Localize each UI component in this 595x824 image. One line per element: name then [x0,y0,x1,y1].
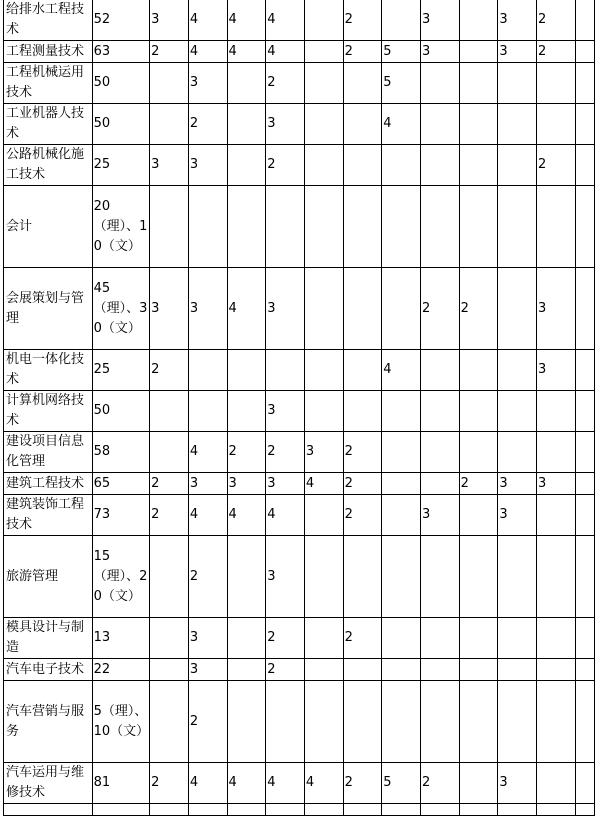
major-name-cell: 公路机械化施工技术 [4,145,93,186]
value-cell: 2 [420,763,459,804]
value-cell [498,186,537,268]
value-cell [343,350,382,391]
value-cell: 2 [150,763,189,804]
table-row [4,432,595,473]
value-cell [537,104,576,145]
value-cell [537,618,576,659]
value-cell [304,350,343,391]
value-cell [459,104,498,145]
major-name-cell: 建筑装饰工程技术 [4,495,93,536]
value-cell: 3 [188,618,227,659]
value-cell [188,350,227,391]
value-cell [382,432,421,473]
value-cell [459,432,498,473]
table-row [4,41,595,63]
value-cell: 2 [266,63,305,104]
table-body [4,0,595,816]
value-cell: 2 [266,432,305,473]
value-cell: 3 [304,432,343,473]
value-cell [537,659,576,681]
value-cell [459,41,498,63]
empty-cell [498,804,537,816]
edge-cell [575,618,594,659]
value-cell: 4 [227,41,266,63]
value-cell: 2 [343,618,382,659]
value-cell: 2 [150,495,189,536]
value-cell: 2 [343,0,382,41]
enrollment-count-cell: 25 [92,350,150,391]
value-cell [498,659,537,681]
value-cell: 4 [266,0,305,41]
value-cell [498,432,537,473]
edge-cell [575,659,594,681]
value-cell: 3 [266,104,305,145]
value-cell [227,659,266,681]
value-cell [227,391,266,432]
value-cell: 3 [498,473,537,495]
edge-cell [575,473,594,495]
value-cell [304,104,343,145]
value-cell [498,268,537,350]
value-cell [150,659,189,681]
value-cell [420,63,459,104]
value-cell: 3 [188,63,227,104]
edge-cell [575,41,594,63]
value-cell: 4 [227,763,266,804]
value-cell [459,681,498,763]
table-row [4,618,595,659]
value-cell: 2 [188,536,227,618]
value-cell: 2 [266,145,305,186]
value-cell [343,145,382,186]
value-cell [382,536,421,618]
edge-cell [575,432,594,473]
value-cell: 3 [227,473,266,495]
value-cell [304,0,343,41]
value-cell: 4 [227,495,266,536]
table-row [4,536,595,618]
value-cell: 3 [537,473,576,495]
value-cell [420,186,459,268]
empty-cell [382,804,421,816]
value-cell: 2 [343,495,382,536]
edge-cell [575,536,594,618]
value-cell [150,63,189,104]
value-cell: 3 [266,268,305,350]
value-cell [420,104,459,145]
value-cell [420,391,459,432]
value-cell [537,391,576,432]
value-cell [343,104,382,145]
value-cell [343,63,382,104]
value-cell [150,186,189,268]
value-cell [498,350,537,391]
value-cell: 2 [188,104,227,145]
enrollment-count-cell: 50 [92,63,150,104]
value-cell: 3 [420,495,459,536]
table-row [4,763,595,804]
enrollment-count-cell: 13 [92,618,150,659]
edge-cell [575,763,594,804]
value-cell: 3 [498,763,537,804]
value-cell: 5 [382,63,421,104]
table-row [4,104,595,145]
value-cell: 4 [266,763,305,804]
value-cell: 3 [420,41,459,63]
major-name-cell: 建设项目信息化管理 [4,432,93,473]
value-cell: 2 [343,763,382,804]
enrollment-count-cell: 45（理）、30（文） [92,268,150,350]
value-cell: 3 [150,145,189,186]
value-cell: 5 [382,41,421,63]
value-cell [498,391,537,432]
table-row [4,63,595,104]
enrollment-count-cell: 50 [92,391,150,432]
value-cell [459,63,498,104]
table-row [4,804,595,816]
value-cell: 4 [382,350,421,391]
value-cell [266,186,305,268]
value-cell [459,0,498,41]
value-cell: 4 [304,763,343,804]
major-name-cell: 汽车营销与服务 [4,681,93,763]
value-cell: 2 [150,350,189,391]
value-cell [266,681,305,763]
value-cell [498,63,537,104]
value-cell: 3 [420,0,459,41]
value-cell [227,186,266,268]
value-cell: 4 [304,473,343,495]
value-cell [304,63,343,104]
value-cell [343,391,382,432]
value-cell [188,186,227,268]
edge-cell [575,268,594,350]
empty-cell [537,804,576,816]
value-cell: 3 [537,268,576,350]
value-cell [227,618,266,659]
edge-cell [575,0,594,41]
value-cell [304,41,343,63]
value-cell: 3 [150,0,189,41]
value-cell [537,495,576,536]
enrollment-count-cell: 81 [92,763,150,804]
empty-cell [575,804,594,816]
value-cell [150,391,189,432]
value-cell [382,681,421,763]
value-cell [343,659,382,681]
value-cell [382,495,421,536]
value-cell [304,659,343,681]
value-cell [150,618,189,659]
value-cell [498,536,537,618]
value-cell [382,659,421,681]
value-cell [150,681,189,763]
edge-cell [575,350,594,391]
value-cell [343,536,382,618]
value-cell [420,536,459,618]
table-row [4,391,595,432]
edge-cell [575,186,594,268]
enrollment-count-cell: 15（理）、20（文） [92,536,150,618]
value-cell: 3 [498,41,537,63]
major-name-cell: 汽车运用与维修技术 [4,763,93,804]
value-cell: 3 [266,473,305,495]
major-name-cell: 机电一体化技术 [4,350,93,391]
value-cell: 4 [266,495,305,536]
value-cell: 2 [537,0,576,41]
table-row [4,268,595,350]
value-cell: 3 [150,268,189,350]
value-cell: 2 [266,659,305,681]
major-name-cell: 汽车电子技术 [4,659,93,681]
value-cell: 4 [382,104,421,145]
value-cell [150,432,189,473]
table-row [4,473,595,495]
value-cell [304,268,343,350]
value-cell: 3 [498,495,537,536]
value-cell [459,495,498,536]
major-name-cell: 会计 [4,186,93,268]
edge-cell [575,63,594,104]
value-cell: 2 [188,681,227,763]
value-cell [304,391,343,432]
enrollment-count-cell: 25 [92,145,150,186]
value-cell [537,763,576,804]
value-cell [227,681,266,763]
edge-cell [575,681,594,763]
value-cell [382,473,421,495]
value-cell [498,681,537,763]
table-row [4,145,595,186]
value-cell [304,145,343,186]
value-cell [382,268,421,350]
value-cell: 2 [537,41,576,63]
value-cell [537,63,576,104]
value-cell [459,618,498,659]
value-cell [420,145,459,186]
value-cell: 2 [537,145,576,186]
value-cell [420,618,459,659]
edge-cell [575,391,594,432]
enrollment-count-cell: 50 [92,104,150,145]
empty-cell [304,804,343,816]
value-cell [304,536,343,618]
value-cell: 2 [420,268,459,350]
value-cell: 2 [150,41,189,63]
value-cell [498,618,537,659]
enrollment-count-cell: 58 [92,432,150,473]
value-cell [382,0,421,41]
value-cell [420,659,459,681]
value-cell [304,186,343,268]
value-cell [459,536,498,618]
edge-cell [575,145,594,186]
value-cell [420,681,459,763]
value-cell [343,186,382,268]
value-cell: 2 [343,41,382,63]
value-cell [227,104,266,145]
major-name-cell: 计算机网络技术 [4,391,93,432]
value-cell [343,268,382,350]
value-cell [537,536,576,618]
value-cell: 3 [266,391,305,432]
value-cell: 3 [498,0,537,41]
value-cell [304,618,343,659]
enrollment-count-cell: 22 [92,659,150,681]
value-cell: 4 [188,0,227,41]
value-cell [420,473,459,495]
value-cell: 2 [459,473,498,495]
empty-cell [343,804,382,816]
value-cell: 2 [459,268,498,350]
major-name-cell: 建筑工程技术 [4,473,93,495]
value-cell [150,536,189,618]
value-cell [382,391,421,432]
value-cell [150,104,189,145]
table-row [4,495,595,536]
value-cell: 2 [266,618,305,659]
value-cell: 3 [188,145,227,186]
enrollment-count-cell: 63 [92,41,150,63]
value-cell [304,495,343,536]
value-cell [227,536,266,618]
major-name-cell: 工程机械运用技术 [4,63,93,104]
enrollment-count-cell: 52 [92,0,150,41]
value-cell [420,350,459,391]
value-cell [459,186,498,268]
value-cell: 2 [150,473,189,495]
value-cell [537,432,576,473]
value-cell [227,63,266,104]
value-cell [498,104,537,145]
empty-cell [459,804,498,816]
value-cell: 4 [188,41,227,63]
empty-cell [150,804,189,816]
value-cell [459,145,498,186]
edge-cell [575,104,594,145]
value-cell [266,350,305,391]
value-cell [188,391,227,432]
empty-cell [92,804,150,816]
enrollment-count-cell: 20（理）、10（文） [92,186,150,268]
empty-cell [227,804,266,816]
value-cell: 3 [537,350,576,391]
value-cell [227,350,266,391]
value-cell: 2 [227,432,266,473]
value-cell: 4 [188,495,227,536]
value-cell: 4 [227,0,266,41]
value-cell [304,681,343,763]
value-cell: 4 [266,41,305,63]
value-cell: 3 [188,659,227,681]
major-name-cell: 旅游管理 [4,536,93,618]
table-row [4,681,595,763]
value-cell [382,618,421,659]
value-cell: 3 [188,473,227,495]
empty-cell [4,804,93,816]
major-name-cell: 工业机器人技术 [4,104,93,145]
value-cell: 2 [343,432,382,473]
value-cell: 4 [188,763,227,804]
value-cell [227,145,266,186]
value-cell: 3 [188,268,227,350]
empty-cell [420,804,459,816]
edge-cell [575,495,594,536]
value-cell [459,763,498,804]
value-cell: 5 [382,763,421,804]
major-name-cell: 会展策划与管理 [4,268,93,350]
table-row [4,659,595,681]
table-row [4,0,595,41]
table-row [4,350,595,391]
value-cell [498,145,537,186]
value-cell [420,432,459,473]
value-cell: 2 [343,473,382,495]
enrollment-count-cell: 65 [92,473,150,495]
enrollment-count-cell: 73 [92,495,150,536]
major-name-cell: 给排水工程技术 [4,0,93,41]
value-cell [459,350,498,391]
major-name-cell: 模具设计与制造 [4,618,93,659]
value-cell [382,145,421,186]
value-cell [537,681,576,763]
value-cell [343,681,382,763]
enrollment-table [3,0,595,816]
value-cell [459,659,498,681]
empty-cell [266,804,305,816]
table-row [4,186,595,268]
enrollment-count-cell: 5（理）、10（文） [92,681,150,763]
value-cell: 4 [188,432,227,473]
value-cell: 3 [266,536,305,618]
major-name-cell: 工程测量技术 [4,41,93,63]
empty-cell [188,804,227,816]
value-cell: 4 [227,268,266,350]
value-cell [459,391,498,432]
value-cell [382,186,421,268]
value-cell [537,186,576,268]
